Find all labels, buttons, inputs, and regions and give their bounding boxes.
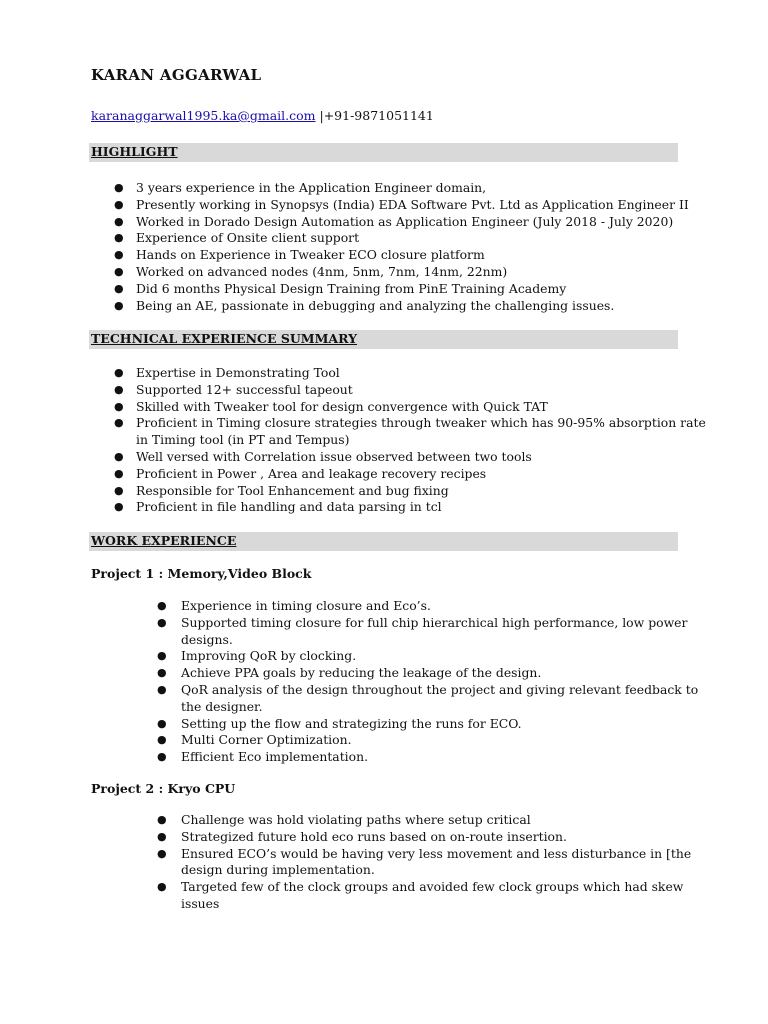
contact-separator: | xyxy=(315,108,324,123)
bullet-icon: ● xyxy=(114,382,124,396)
list-item: ● Setting up the flow and strategizing the runs for ECO. xyxy=(157,715,522,731)
phone-number: +91-9871051141 xyxy=(323,108,434,123)
list-item: ● Responsible for Tool Enhancement and bug fixing xyxy=(114,482,449,498)
project-title: Project 2 : Kryo CPU xyxy=(91,781,236,796)
bullet-icon: ● xyxy=(114,416,124,430)
bullet-icon: ● xyxy=(157,682,167,696)
list-item: ● Challenge was hold violating paths where setup critical xyxy=(157,812,531,827)
bullet-icon: ● xyxy=(157,733,167,747)
bullet-icon: ● xyxy=(114,214,124,228)
list-item: ● Being an AE, passionate in debugging and analyzing the challenging issues. xyxy=(114,297,615,313)
bullet-icon: ● xyxy=(157,716,167,730)
list-item: ● Worked in Dorado Design Automation as Application Engineer (July 2018 - July 2020) xyxy=(114,213,674,229)
bullet-icon: ● xyxy=(114,399,124,413)
project-1-list xyxy=(157,598,699,766)
bullet-icon: ● xyxy=(114,466,124,480)
section-header-technical xyxy=(89,330,678,349)
list-item: ● Proficient in file handling and data parsing in tcl xyxy=(114,499,442,515)
list-item: ● Achieve PPA goals by reducing the leakage of the design. xyxy=(157,665,542,681)
list-item: ● Efficient Eco implementation. xyxy=(157,749,369,765)
list-item: ● Skilled with Tweaker tool for design convergence with Quick TAT xyxy=(114,398,548,414)
section-title-work: WORK EXPERIENCE xyxy=(91,533,237,548)
list-item: ● 3 years experience in the Application Engineer domain, xyxy=(114,180,487,195)
list-item: ● Expertise in Demonstrating Tool xyxy=(114,365,340,380)
contact-line xyxy=(91,108,434,123)
bullet-icon: ● xyxy=(114,231,124,245)
list-item: ● Well versed with Correlation issue observed between two tools xyxy=(114,448,532,464)
list-item: ● Improving QoR by clocking. xyxy=(157,648,357,664)
bullet-icon: ● xyxy=(157,846,167,860)
list-item: ● Experience of Onsite client support xyxy=(114,230,360,246)
bullet-icon: ● xyxy=(114,281,124,295)
list-item: ● Proficient in Power , Area and leakage recovery recipes xyxy=(114,465,487,481)
highlight-list xyxy=(114,180,696,314)
bullet-icon: ● xyxy=(114,264,124,278)
section-title-highlight: HIGHLIGHT xyxy=(91,144,178,159)
bullet-icon: ● xyxy=(157,666,167,680)
bullet-icon: ● xyxy=(114,298,124,312)
bullet-icon: ● xyxy=(114,449,124,463)
list-item: ● Targeted few of the clock groups and avoided few clock groups which had skew issues xyxy=(157,879,684,911)
section-title-technical: TECHNICAL EXPERIENCE SUMMARY xyxy=(91,331,358,346)
bullet-icon: ● xyxy=(157,750,167,764)
email-link[interactable]: karanaggarwal1995.ka@gmail.com xyxy=(91,108,316,123)
list-item: ● Experience in timing closure and Eco’s. xyxy=(157,598,431,613)
bullet-icon: ● xyxy=(157,615,167,629)
bullet-icon: ● xyxy=(157,599,167,612)
list-item: ● Supported timing closure for full chip hierarchical high performance, low power designs. xyxy=(157,614,688,647)
bullet-icon: ● xyxy=(157,880,167,894)
technical-list xyxy=(114,365,706,516)
candidate-name: KARAN AGGARWAL xyxy=(91,66,262,84)
bullet-icon: ● xyxy=(157,829,167,843)
bullet-icon: ● xyxy=(114,248,124,262)
list-item: ● Proficient in Timing closure strategies through tweaker which has 90-95% absorption rate in Timing tool (in PT and Tempus) xyxy=(114,415,706,448)
list-item: ● Multi Corner Optimization. xyxy=(157,732,352,748)
bullet-icon: ● xyxy=(157,649,167,663)
bullet-icon: ● xyxy=(157,813,167,826)
list-item: ● QoR analysis of the design throughout the project and giving relevant feedback to the designer. xyxy=(157,681,699,714)
section-header-highlight xyxy=(89,143,678,162)
list-item: ● Worked on advanced nodes (4nm, 5nm, 7nm, 14nm, 22nm) xyxy=(114,263,508,279)
list-item: ● Supported 12+ successful tapeout xyxy=(114,381,353,397)
bullet-icon: ● xyxy=(114,500,124,514)
bullet-icon: ● xyxy=(114,366,124,379)
bullet-icon: ● xyxy=(114,483,124,497)
list-item: ● Presently working in Synopsys (India) EDA Software Pvt. Ltd as Application Engineer II xyxy=(114,196,689,212)
list-item: ● Ensured ECO’s would be having very less movement and less disturbance in [the design during implementation. xyxy=(157,845,692,878)
project-title: Project 1 : Memory,Video Block xyxy=(91,566,312,581)
bullet-icon: ● xyxy=(114,181,124,194)
list-item: ● Strategized future hold eco runs based on on-route insertion. xyxy=(157,828,567,844)
section-header-work xyxy=(89,532,678,551)
list-item: ● Did 6 months Physical Design Training from PinE Training Academy xyxy=(114,280,567,296)
list-item: ● Hands on Experience in Tweaker ECO closure platform xyxy=(114,247,485,263)
bullet-icon: ● xyxy=(114,197,124,211)
project-2-list xyxy=(157,812,692,913)
